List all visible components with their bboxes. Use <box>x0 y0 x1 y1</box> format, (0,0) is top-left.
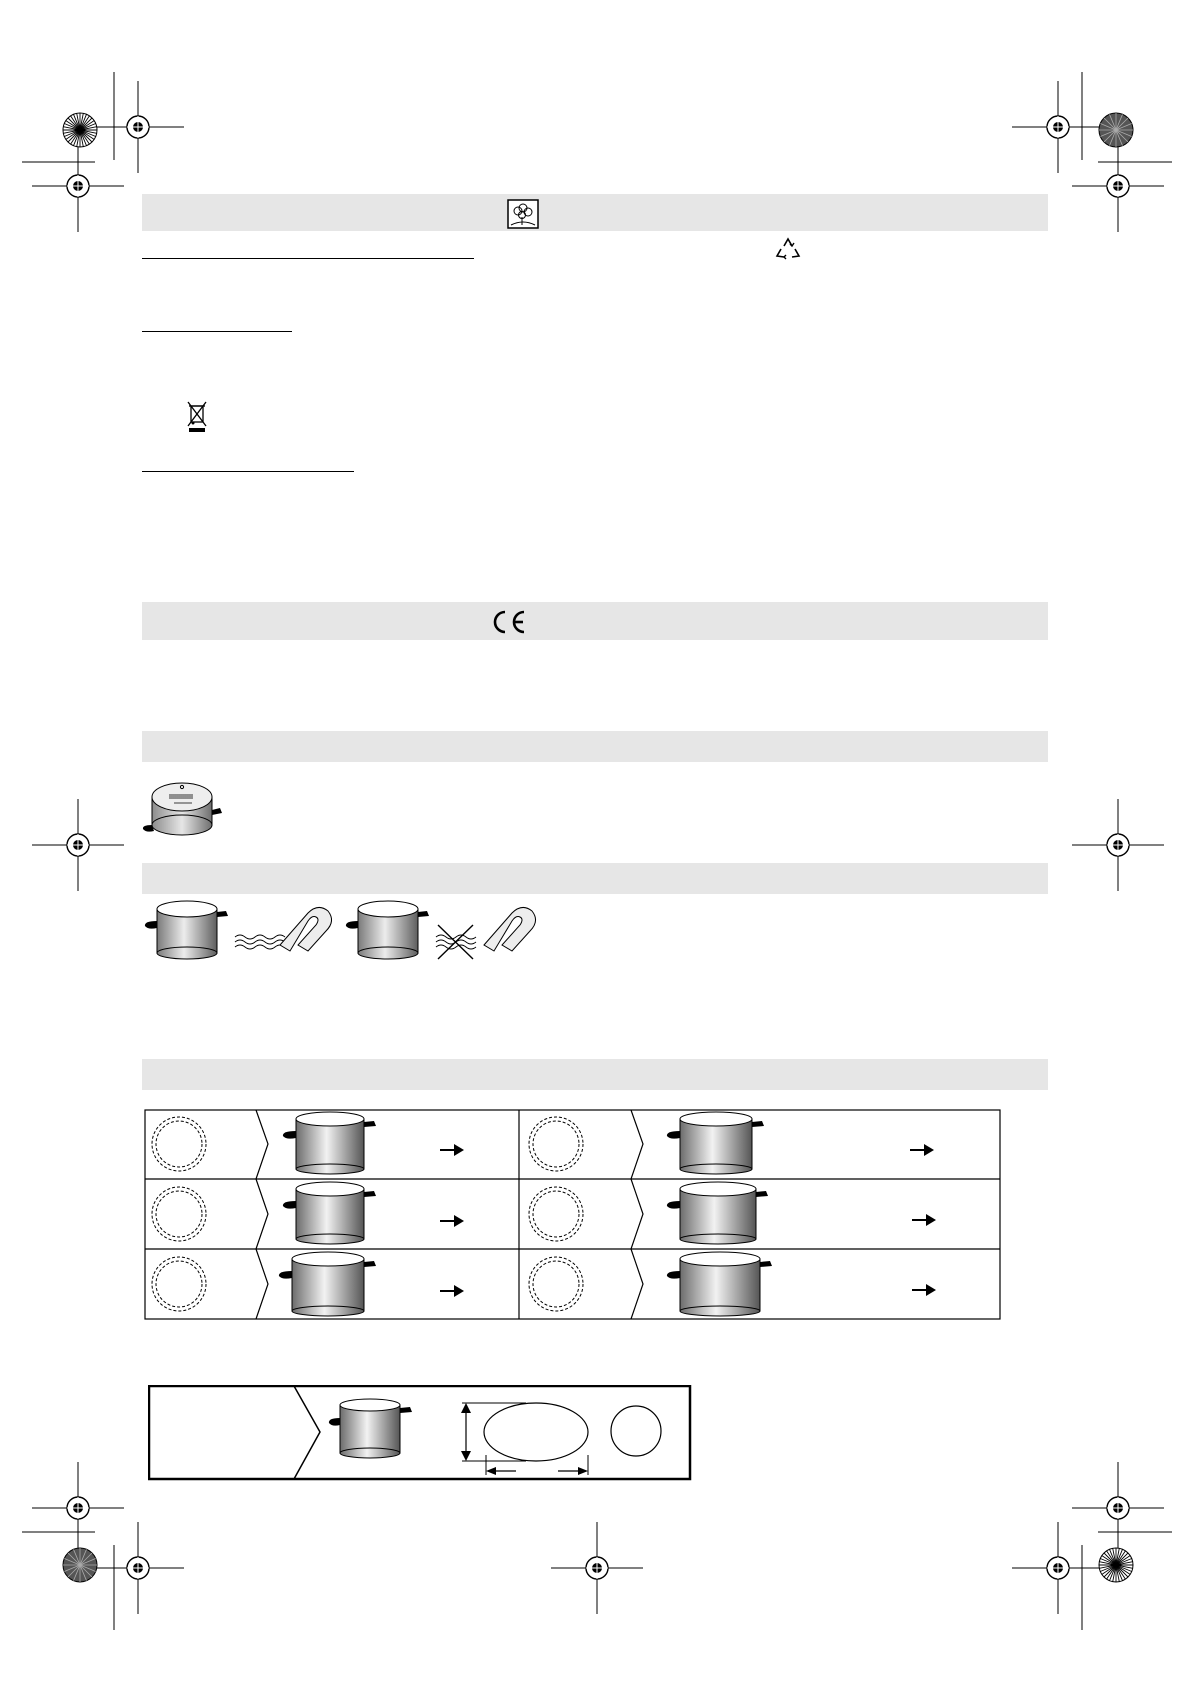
registration-mark-icon <box>1012 1522 1104 1614</box>
registration-mark-icon <box>92 81 184 173</box>
registration-mark-icon <box>1012 81 1104 173</box>
registration-mark-icon <box>551 1522 643 1614</box>
color-wheel-icon <box>1099 1548 1133 1582</box>
registration-mark-icon <box>92 1522 184 1614</box>
registration-mark-icon <box>1072 1462 1164 1554</box>
color-wheel-icon <box>63 113 97 147</box>
registration-mark-icon <box>1072 140 1164 232</box>
registration-mark-icon <box>32 799 124 891</box>
color-wheel-icon <box>1099 113 1133 147</box>
registration-mark-icon <box>32 140 124 232</box>
registration-mark-icon <box>1072 799 1164 891</box>
color-wheel-icon <box>63 1548 97 1582</box>
registration-mark-icon <box>32 1462 124 1554</box>
